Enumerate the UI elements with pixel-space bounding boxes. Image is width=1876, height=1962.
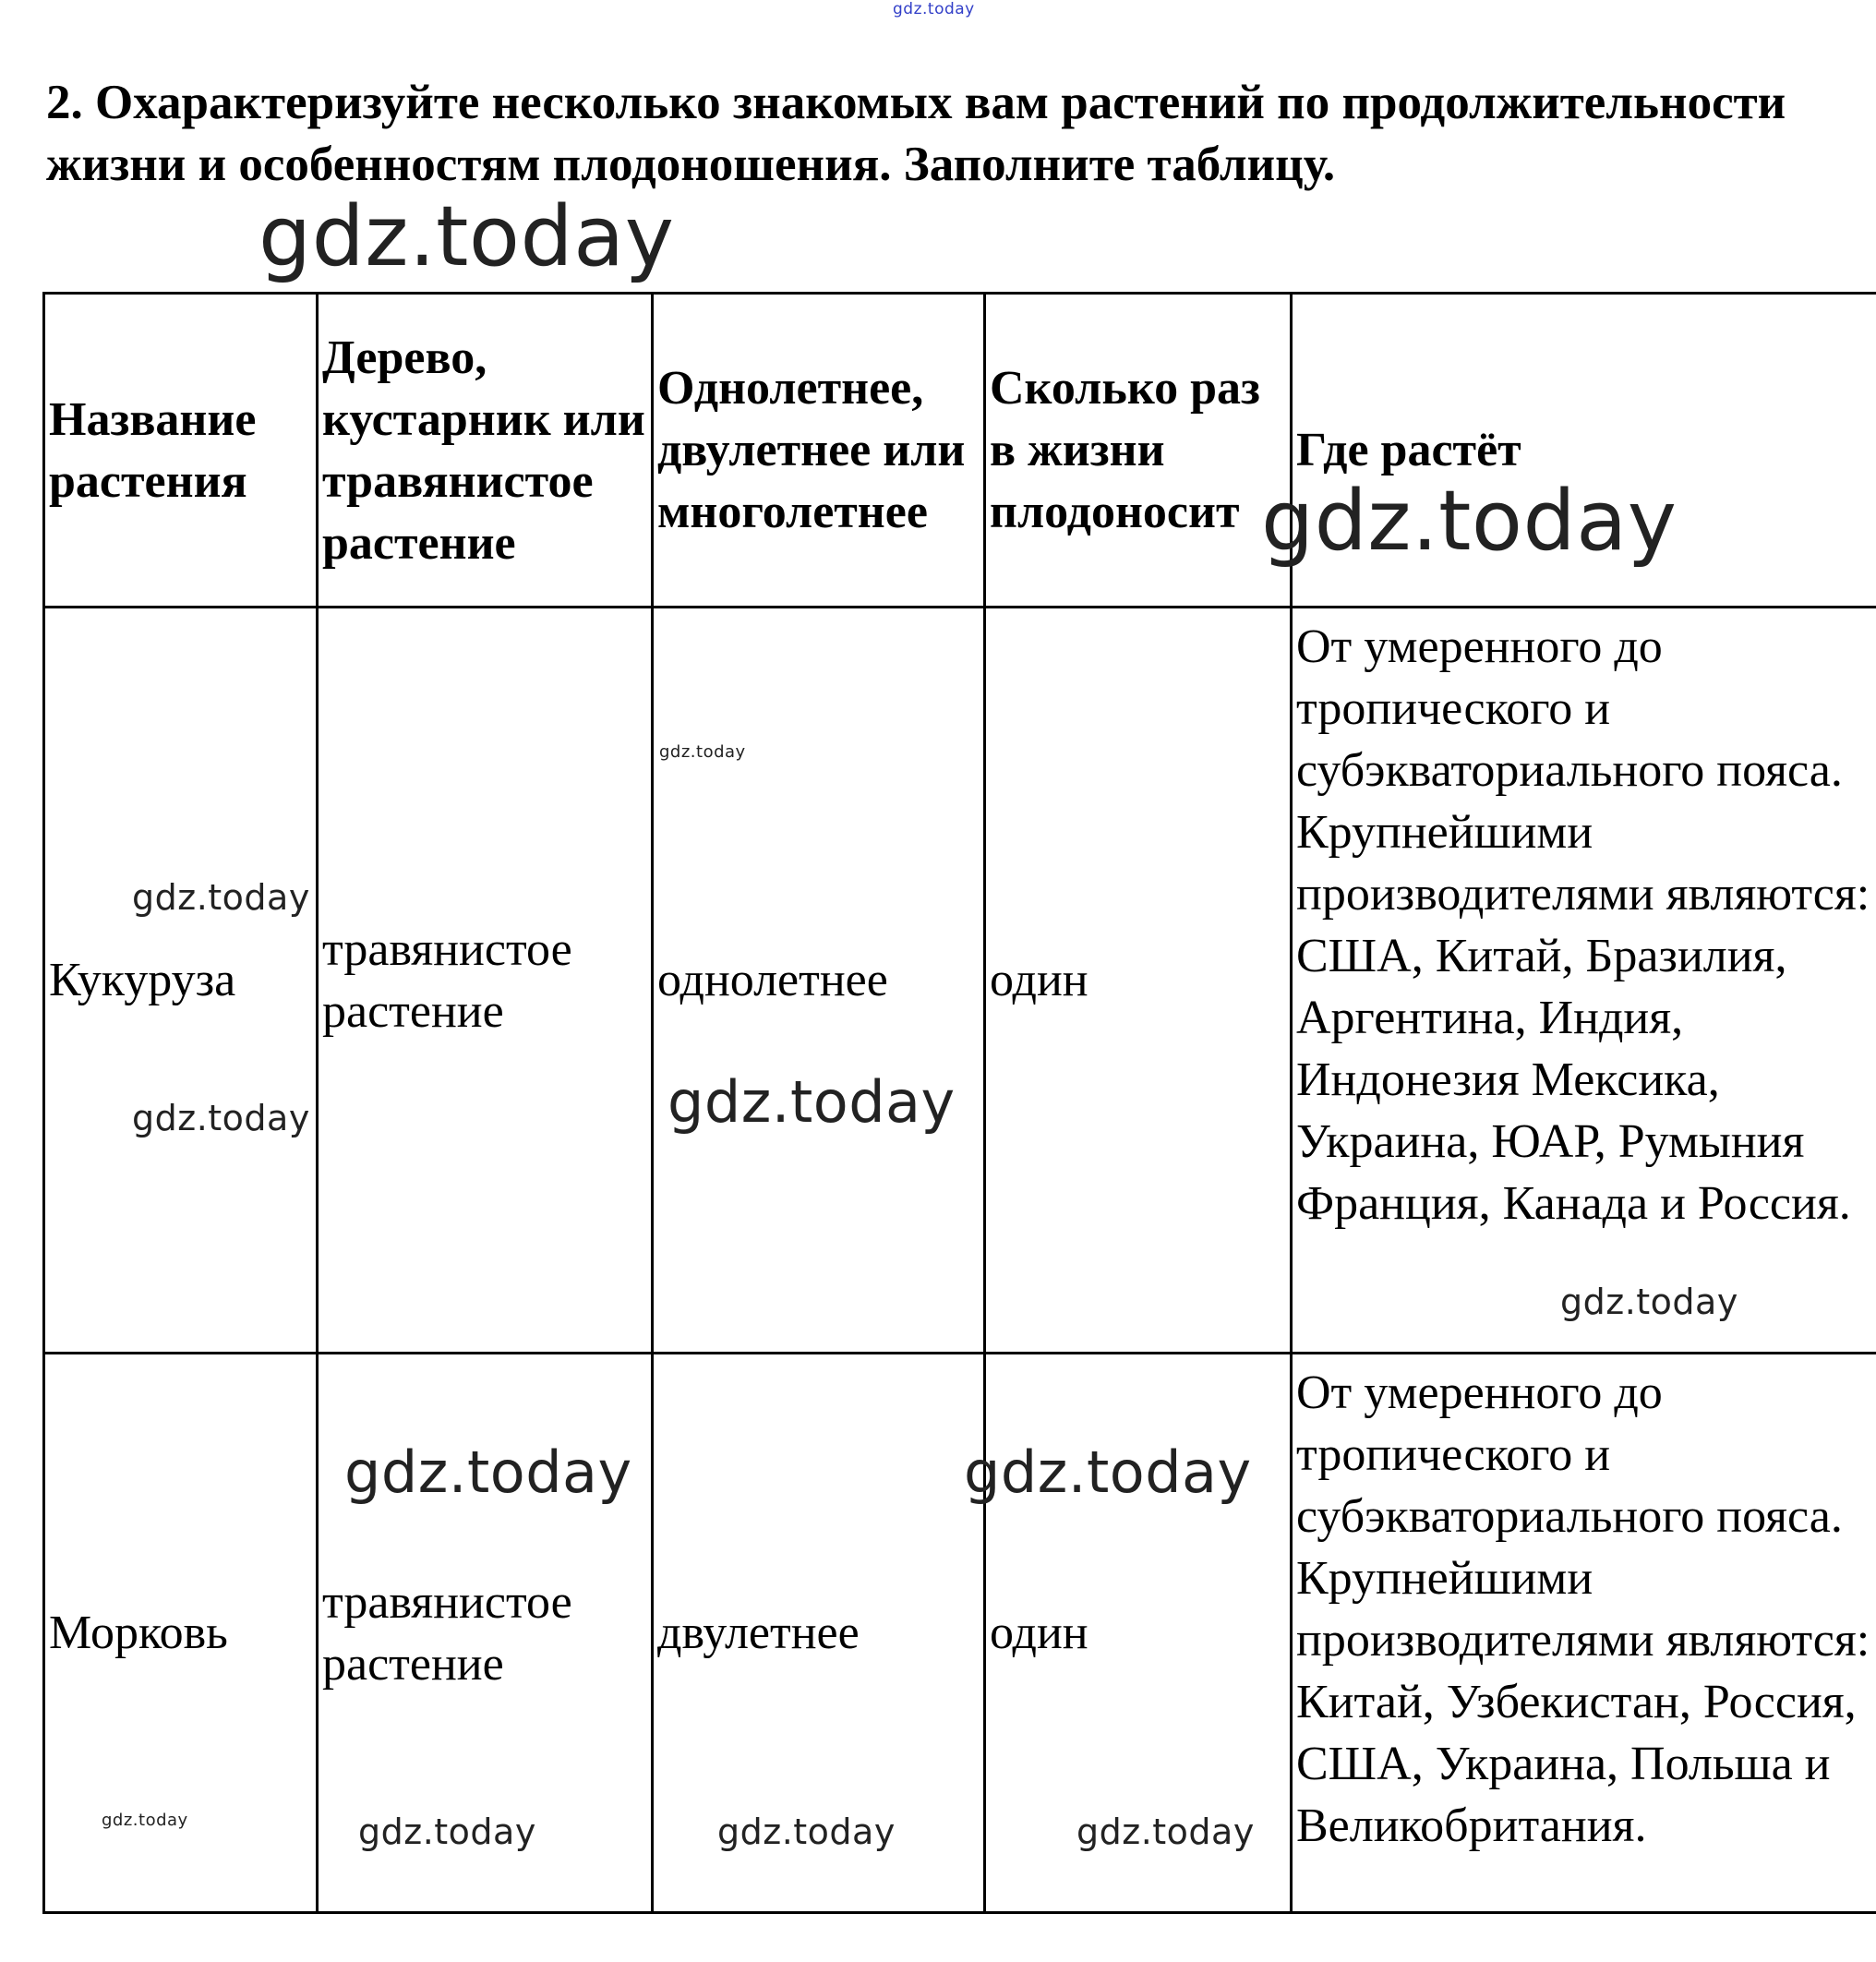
- cell-plant-type: травянистое растение: [318, 608, 653, 1354]
- cell-plant-name: Кукуруза: [44, 608, 318, 1354]
- watermark-top: gdz.today: [893, 0, 975, 18]
- cell-life-duration: однолетнее: [653, 608, 985, 1354]
- header-plant-name: Название растения: [44, 294, 318, 608]
- watermark: gdz.today: [667, 1068, 956, 1136]
- task-statement: 2. Охарактеризуйте несколько знакомых вам растений по продолжительности жизни и особенностям плодоношения. Заполните таблицу.: [46, 76, 1798, 191]
- header-where-grows: Где растёт: [1292, 294, 1876, 608]
- watermark: gdz.today: [344, 1438, 632, 1506]
- watermark: gdz.today: [1261, 473, 1678, 570]
- watermark: gdz.today: [717, 1812, 896, 1852]
- watermark: gdz.today: [259, 188, 675, 285]
- cell-where-grows: От умеренного до тропического и субэкваториального пояса. Крупнейшими производителями являются: США, Китай, Бразилия, Аргентина, Индия, Индонезия Мексика, Украина, ЮАР, Румыния Франция, Канада и Россия.: [1292, 608, 1876, 1354]
- cell-fruiting-count: один: [985, 1354, 1292, 1913]
- cell-where-grows: От умеренного до тропического и субэкваториального пояса. Крупнейшими производителями являются: Китай, Узбекистан, Россия, США, Украина, Польша и Великобритания.: [1292, 1354, 1876, 1913]
- cell-plant-type: травянистое растение: [318, 1354, 653, 1913]
- header-life-duration: Однолетнее, двулетнее или многолетнее: [653, 294, 985, 608]
- header-plant-type: Дерево, кустарник или травянистое растение: [318, 294, 653, 608]
- task-text: [46, 72, 1856, 196]
- cell-fruiting-count: один: [985, 608, 1292, 1354]
- watermark: gdz.today: [358, 1812, 536, 1852]
- watermark: gdz.today: [1076, 1812, 1255, 1852]
- watermark: gdz.today: [964, 1438, 1252, 1506]
- watermark: gdz.today: [102, 1811, 188, 1830]
- watermark: gdz.today: [132, 877, 310, 918]
- header-fruiting-count: Сколько раз в жизни плодоносит: [985, 294, 1292, 608]
- watermark: gdz.today: [1560, 1282, 1738, 1322]
- table-row: [44, 1354, 1876, 1913]
- table-row: [44, 608, 1876, 1354]
- watermark: gdz.today: [132, 1098, 310, 1138]
- cell-life-duration: двулетнее: [653, 1354, 985, 1913]
- watermark: gdz.today: [659, 742, 746, 762]
- cell-plant-name: Морковь: [44, 1354, 318, 1913]
